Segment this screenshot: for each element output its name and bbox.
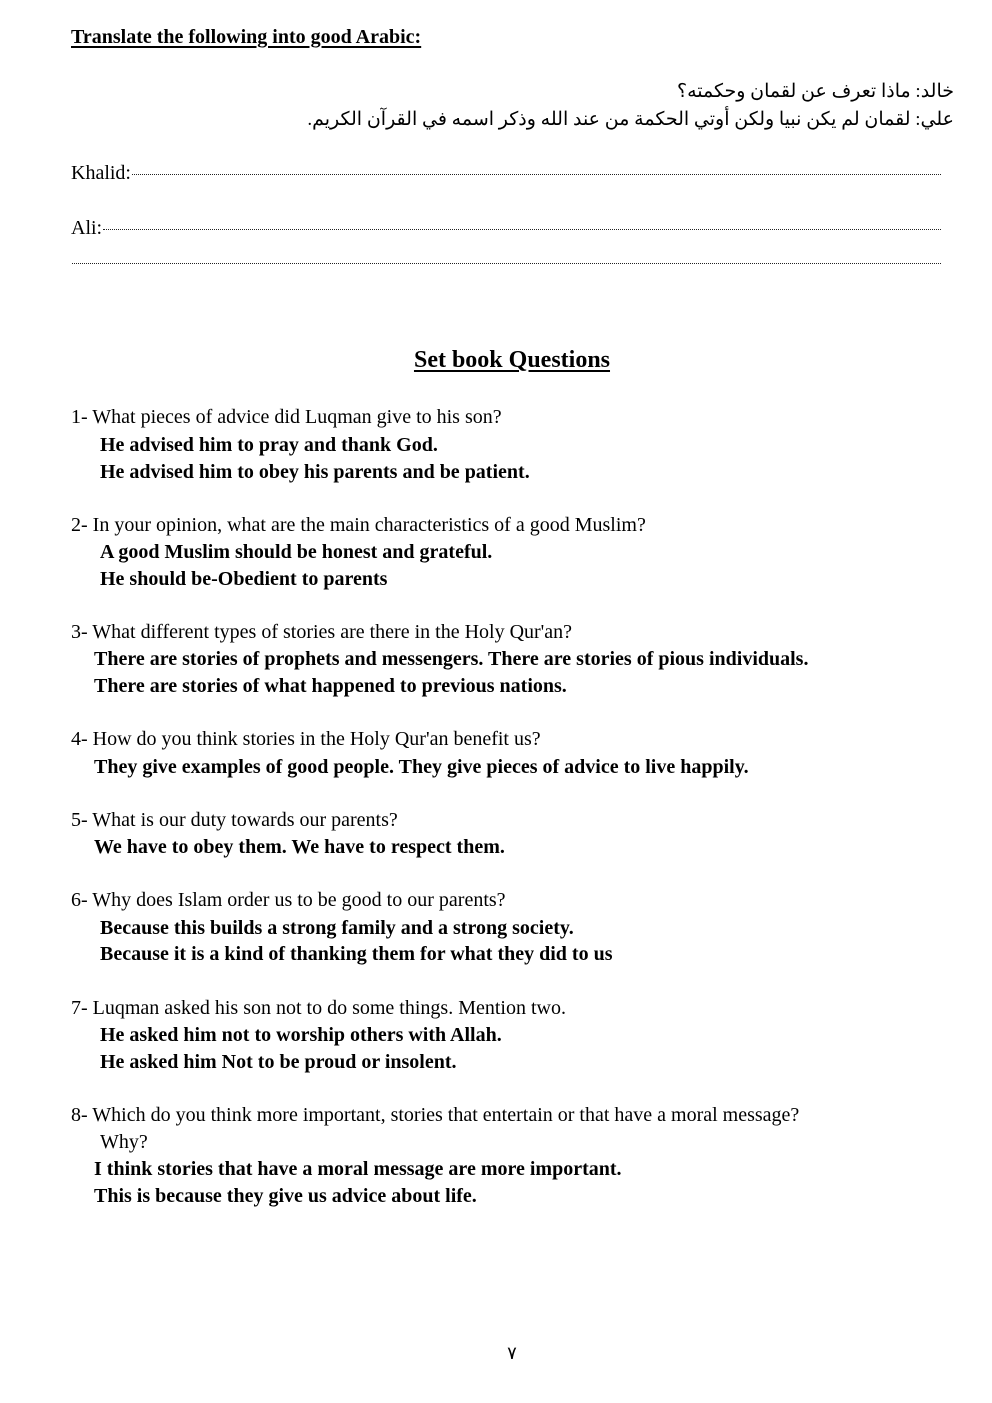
section-title: Set book Questions — [413, 347, 611, 373]
translate-heading: Translate the following into good Arabic: — [71, 26, 422, 48]
answer-8b: This is because they give us advice about life. — [94, 1185, 477, 1207]
answer-3b: There are stories of what happened to previous nations. — [94, 675, 567, 697]
question-6: 6- Why does Islam order us to be good to our parents? — [71, 889, 506, 911]
answer-1a: He advised him to pray and thank God. — [100, 434, 438, 456]
question-1: 1- What pieces of advice did Luqman give to his son? — [71, 406, 502, 428]
dotted-line — [103, 228, 941, 230]
answer-7a: He asked him not to worship others with Allah. — [100, 1024, 502, 1046]
khalid-label: Khalid: — [71, 162, 131, 184]
answer-1b: He advised him to obey his parents and be patient. — [100, 461, 530, 483]
answer-8a: I think stories that have a moral message are more important. — [94, 1158, 622, 1180]
dotted-line — [72, 262, 941, 264]
question-4: 4- How do you think stories in the Holy Qur'an benefit us? — [71, 728, 541, 750]
answer-3a: There are stories of prophets and messengers. There are stories of pious individuals. — [94, 648, 809, 670]
ali-label: Ali: — [71, 217, 103, 239]
extra-answer-line[interactable] — [71, 266, 941, 268]
answer-5a: We have to obey them. We have to respect them. — [94, 836, 505, 858]
question-8-continued: Why? — [100, 1131, 148, 1153]
ali-answer-line[interactable] — [71, 217, 941, 240]
arabic-line-khalid: خالد: ماذا تعرف عن لقمان وحكمته؟ — [677, 81, 954, 102]
question-7: 7- Luqman asked his son not to do some things. Mention two. — [71, 997, 566, 1019]
answer-2a: A good Muslim should be honest and grateful. — [100, 541, 493, 563]
question-5: 5- What is our duty towards our parents? — [71, 809, 398, 831]
question-3: 3- What different types of stories are there in the Holy Qur'an? — [71, 621, 573, 643]
dotted-line — [132, 173, 941, 175]
answer-6a: Because this builds a strong family and a strong society. — [100, 917, 574, 939]
answer-6b: Because it is a kind of thanking them for what they did to us — [100, 943, 613, 965]
question-2: 2- In your opinion, what are the main characteristics of a good Muslim? — [71, 514, 646, 536]
page-number: ٧ — [507, 1343, 517, 1363]
question-8: 8- Which do you think more important, stories that entertain or that have a moral message? — [71, 1104, 800, 1126]
answer-7b: He asked him Not to be proud or insolent. — [100, 1051, 457, 1073]
answer-2b: He should be-Obedient to parents — [100, 568, 388, 590]
answer-4a: They give examples of good people. They give pieces of advice to live happily. — [94, 756, 749, 778]
khalid-answer-line[interactable] — [71, 162, 941, 185]
arabic-line-ali: علي: لقمان لم يكن نبيا ولكن أوتي الحكمة من عند الله وذكر اسمه في القرآن الكريم. — [307, 109, 954, 130]
